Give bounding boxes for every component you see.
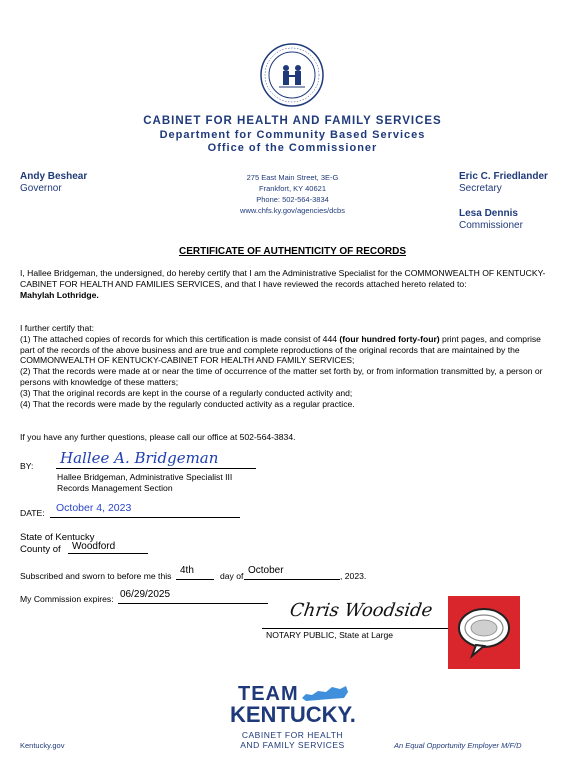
sworn-text: Subscribed and sworn to before me this: [20, 571, 172, 581]
commissioner-name: Lesa Dennis: [459, 208, 518, 219]
notary-state: State of Kentucky: [20, 532, 95, 543]
item1-post: print pages, and comprise part of the records of the above business and are true and complete reproductions of the original records that are maintained by the COMMONWEALTH OF KENTUCKY-CABINET FOR HEALTH AND FAMILY SERVICES;: [20, 333, 541, 366]
county-label: County of: [20, 544, 61, 555]
secretary-name: Eric C. Friedlander: [459, 171, 548, 182]
footer-eoe: An Equal Opportunity Employer M/F/D: [394, 741, 522, 750]
logo-sub-line1: CABINET FOR HEALTH: [241, 730, 344, 740]
certify-list: [20, 323, 550, 409]
notary-stamp-speech-bubble-icon: [448, 596, 520, 669]
address-phone: Phone: 502-564-3834: [256, 195, 329, 204]
address-street: 275 East Main Street, 3E-G: [246, 173, 339, 182]
office-name: Office of the Commissioner: [207, 142, 378, 154]
subject-name: Mahylah Lothridge.: [20, 289, 99, 300]
certificate-title: CERTIFICATE OF AUTHENTICITY OF RECORDS: [178, 246, 407, 257]
kentucky-logo-text: KENTUCKY.: [230, 702, 356, 727]
signer-section: Records Management Section: [57, 483, 173, 493]
date-value: October 4, 2023: [56, 502, 132, 514]
questions-line: If you have any further questions, please call our office at 502-564-3834.: [20, 432, 296, 442]
commissioner-title: Commissioner: [459, 220, 523, 231]
certify-intro: I further certify that:: [20, 323, 95, 333]
by-label: BY:: [20, 461, 34, 471]
signer-name-title: Hallee Bridgeman, Administrative Specialist III: [57, 472, 233, 482]
certification-paragraph: [20, 268, 550, 300]
day-of-label: day of: [220, 571, 244, 581]
footer-website-link[interactable]: Kentucky.gov: [20, 741, 65, 750]
notary-caption: NOTARY PUBLIC, State at Large: [266, 630, 394, 640]
team-logo-text: TEAM: [238, 683, 299, 705]
day-value: 4th: [180, 565, 194, 576]
governor-name: Andy Beshear: [20, 171, 88, 182]
item1-bold: (four hundred forty-four): [339, 333, 440, 344]
certify-item-3: (3) That the original records are kept in the course of a regularly conducted activity and;: [20, 387, 353, 398]
logo-sub-line2: AND FAMILY SERVICES: [240, 740, 345, 750]
date-label: DATE:: [20, 508, 45, 518]
year-text: , 2023.: [340, 571, 367, 581]
county-value: Woodford: [72, 541, 116, 552]
secretary-title: Secretary: [459, 183, 502, 194]
notary-signature-line: [262, 616, 448, 629]
address-block: [200, 172, 385, 216]
notary-signature: Chris Woodside: [288, 600, 434, 621]
certify-item-2: (2) That the records were made at or near the time of occurrence of the matter set forth by, or from information transmitted by, a person or persons with knowledge of these matters;: [20, 366, 543, 387]
department-name: Department for Community Based Services: [159, 129, 426, 141]
commonwealth-seal-icon: [259, 42, 325, 108]
signer-signature: Hallee A. Bridgeman: [60, 449, 219, 467]
agency-name: CABINET FOR HEALTH AND FAMILY SERVICES: [143, 115, 442, 127]
certify-item-1: [20, 334, 550, 366]
commission-label: My Commission expires:: [20, 594, 114, 604]
address-website: www.chfs.ky.gov/agencies/dcbs: [240, 206, 345, 215]
item1-pre: (1) The attached copies of records for which this certification is made consist of 444: [20, 333, 340, 344]
certify-item-4: (4) That the records were made by the regularly conducted activity as a regular practice.: [20, 398, 355, 409]
month-value: October: [248, 565, 284, 576]
address-city: Frankfort, KY 40621: [259, 184, 326, 193]
governor-title: Governor: [20, 183, 62, 194]
commission-value: 06/29/2025: [120, 589, 171, 600]
certification-text: I, Hallee Bridgeman, the undersigned, do hereby certify that I am the Administrative Specialist for the COMMONWEALTH OF KENTUCKY-CABINET FOR HEALTH AND FAMILIES SERVICES, and that I have reviewed the records attached hereto related to:: [20, 268, 546, 289]
